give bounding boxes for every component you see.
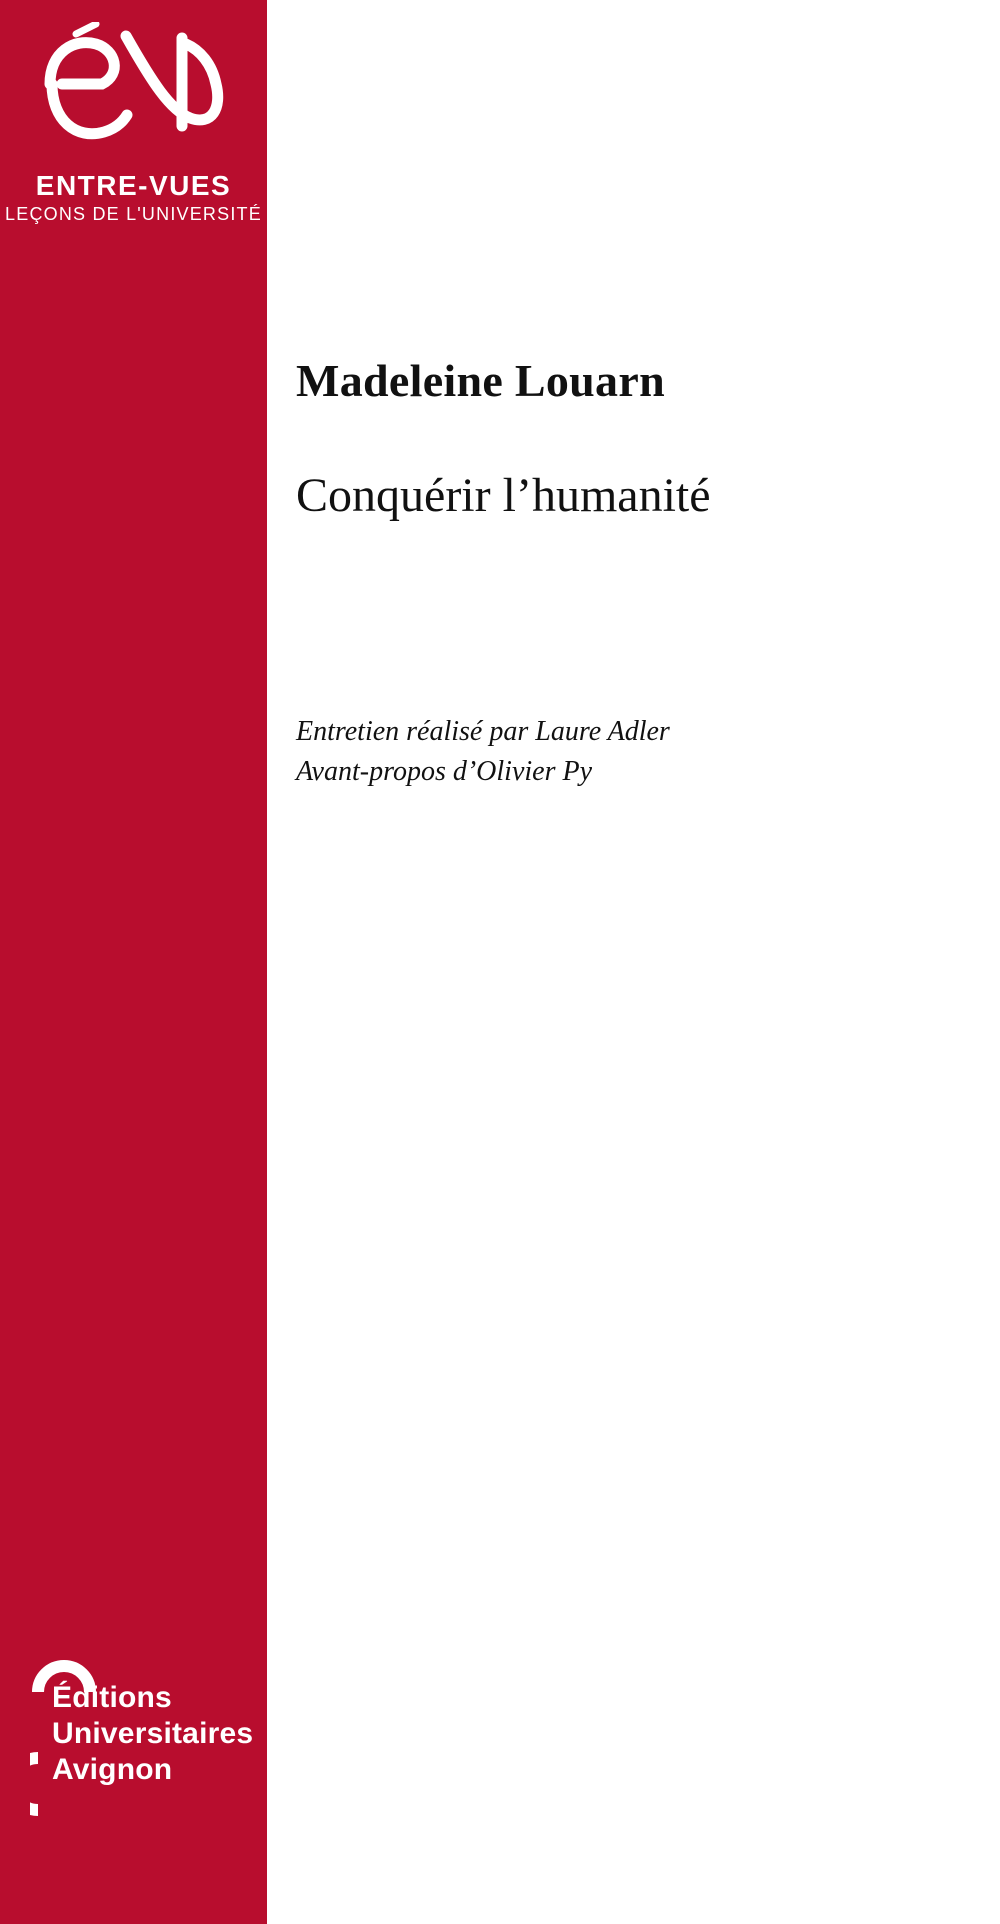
series-name: ENTRE-VUES xyxy=(35,170,232,201)
credit-interview: Entretien réalisé par Laure Adler xyxy=(296,716,670,747)
publisher-line-1: Éditions xyxy=(52,1681,172,1714)
entre-vues-monogram-icon xyxy=(30,22,240,162)
series-subtitle: LEÇONS DE L'UNIVERSITÉ xyxy=(5,204,262,224)
publisher-line-3: Avignon xyxy=(52,1753,173,1786)
book-title: Conquérir l’humanité xyxy=(296,469,711,522)
book-author: Madeleine Louarn xyxy=(296,355,665,406)
left-red-band xyxy=(0,0,267,1924)
series-logo xyxy=(0,22,267,232)
publisher-name xyxy=(52,1680,253,1788)
book-credits xyxy=(296,712,956,792)
publisher-logo xyxy=(30,1658,260,1828)
cover-text-column xyxy=(296,0,956,1924)
credit-foreword: Avant-propos d’Olivier Py xyxy=(296,756,593,787)
publisher-line-2: Universitaires xyxy=(52,1717,254,1750)
